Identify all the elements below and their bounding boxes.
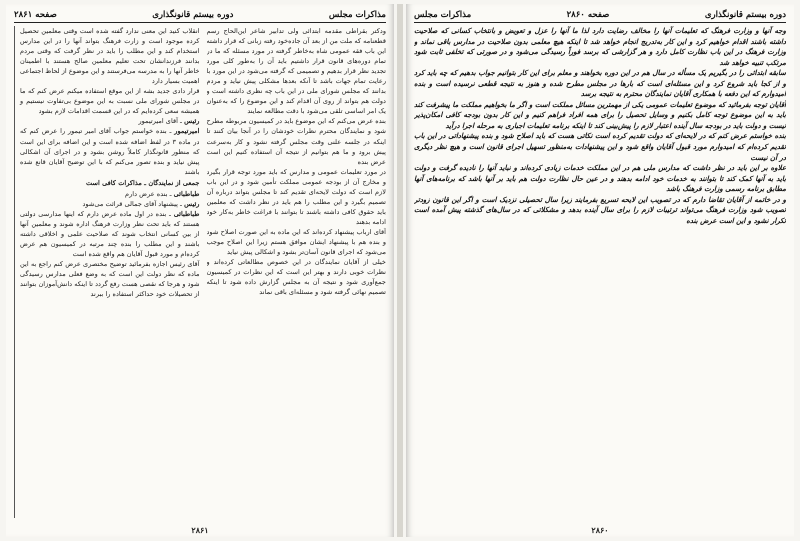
paragraph: آقای رئیس اجازه بفرمائید توضیح مختصری عرض کنم راجع به این ماده که نظر دولت این است که به وضع فعلی مدارس رسیدگی شود و هرجا که نقصی هست رفع گردد تا اینکه دانش‌آموزان بتوانند از تحصیلات خود حداکثر استفاده را ببرند [20, 260, 200, 299]
speaker-line: طباطبائی ـ بنده در اول ماده عرض دارم که اینها مدارسی دولتی هستند که باید تحت نظر وزارت فرهنگ اداره شوند و معلمین آنها از بین کسانی انتخاب شوند که صلاحیت علمی و اخلاقی داشته باشند و این مطلب را بنده چند مرتبه در کمیسیون هم عرض کرده‌ام و مورد قبول آقایان هم واقع شده است [20, 209, 200, 259]
right-header-page-number: صفحه ۲۸۶۰ [566, 10, 610, 20]
paragraph: خیلی از آقایان نمایندگان در این خصوص مطالعاتی کرده‌اند و نظرات خوبی دارند و بهتر این است که این نظرات در کمیسیون جمع‌آوری شود و نتیجه آن به مجلس گزارش داده شود تا اینکه تصمیم نهائی گرفته شود و مسئله‌ای باقی نماند [206, 258, 386, 297]
paragraph: انقلاب کنید این معنی ندارد گفته شده است وقتی معلمین تحصیل کرده موجود است و زارت فرهنگ بتواند آنها را در این مدارس استخدام کند و این مطلب را باید در نظر گرفت که وقتی مردم بدانند فرزندانشان تحت تعلیم معلمین صالح هستند با اطمینان خاطر آنها را به مدرسه می‌فرستند و این موضوع از لحاظ اجتماعی اهمیت بسیار دارد [20, 27, 200, 86]
speaker-name: رئیس [184, 117, 200, 126]
paragraph: علاوه بر این باید در نظر داشت که مدارس ملی هم در این مملکت خدمات زیادی کرده‌اند و نباید آنها را نادیده گرفت و دولت باید به آنها کمک کند تا بتوانند به خدمات خود ادامه بدهند و در عین حال نظارت دولت هم باید بر آنها باشد که برنامه‌های آنها مطابق برنامه رسمی وزارت فرهنگ باشد [414, 164, 786, 194]
paragraph: قرار دادی جدید بشه از این موقع استفاده میکنم عرض کنم که ما در مجلس شورای ملی نسبت به این موضوع بی‌تفاوت نیستیم و همیشه سعی کرده‌ایم که در این قسمت اقدامات لازم بشود [20, 87, 200, 116]
paragraph: در مورد تعلیمات عمومی و مدارس که باید مورد توجه قرار بگیرد و مخارج آن از بودجه عمومی مملکت تأمین شود و در این باب لازم است که دولت لایحه‌ای تقدیم کند تا مجلس بتواند درباره آن تصمیم بگیرد و این مطلب را هم باید در نظر داشت که معلمین باید حقوق کافی داشته باشند تا بتوانند با فراغت خاطر به‌کار خود ادامه بدهند [206, 167, 386, 226]
book-gutter [397, 4, 403, 537]
right-page-footer-number: ۲۸۶۰ [591, 525, 609, 535]
speaker-line: امیرتیمور ـ بنده خواستم جواب آقای امیر تیمور را عرض کنم که در ماده ۳ در لفظ اضافه شده است و این اضافه برای این است که منظور قانونگذار کاملاً روشن بشود و در اجرای آن اشکالی پیش نیاید و بنده تصور می‌کنم که با این توضیح آقایان قانع شده باشند [20, 127, 200, 176]
speaker-name: طباطبائی [173, 189, 200, 198]
left-page-left-column [14, 26, 200, 518]
speaker-name: رئیس [184, 199, 200, 208]
right-page [406, 4, 794, 537]
paragraph: سابقه ابتدائی را در بگیریم یک مسأله در سال هم در این دوره بخواهند و معلم برای این کار بتوانیم جواب بدهیم که چه باید کرد و از کجا باید شروع کرد و این مسئله‌ای است که بارها در مجلس مطرح شده و هنوز به نتیجه قطعی نرسیده است و بنده امیدوارم که این دفعه با همکاری آقایان نمایندگان محترم به نتیجه برسد [414, 69, 786, 99]
right-header-session: دوره بیستم قانونگذاری [704, 10, 786, 20]
left-page-right-column [207, 26, 387, 518]
left-page-columns [14, 26, 386, 518]
paragraph: آقای ارباب پیشنهاد کرده‌اند که این ماده به این صورت اصلاح شود و بنده هم با پیشنهاد ایشان موافق هستم زیرا این اصلاح موجب می‌شود که اجرای قانون آسان‌تر بشود و اشکالی پیش نیاید [206, 227, 386, 257]
speaker-name: جمعی از نمایندگان [148, 178, 200, 187]
left-header-session: دوره بیستم قانونگذاری [152, 10, 234, 20]
paragraph: وجه آنها و وزارت فرهنگ که تعلیمات آنها را مخالف رضایت دارد لذا ما آنها را عزل و تعویض و بانتخاب کسانی که صلاحیت داشته باشند اقدام خواهیم کرد و این کار به‌تدریج انجام خواهد شد تا اینکه هیچ معلمی بدون صلاحیت در مدارس باقی نماند و وزارت فرهنگ در این باب نظارت کامل دارد و هر گزارشی که برسد فوراً رسیدگی می‌شود و در صورتی که تخلفی ثابت شود مرتکب تنبیه خواهد شد [414, 27, 786, 67]
paragraph: بنده خواستم عرض کنم که در لایحه‌ای که دولت تقدیم کرده است نکاتی هست که باید اصلاح شود و بنده پیشنهاداتی در این باب تقدیم کرده‌ام که امیدوارم مورد قبول آقایان واقع شود و این پیشنهادات به‌منظور تسهیل اجرای قانون است و هیچ نظر دیگری در آن نیست [414, 132, 786, 162]
left-page [6, 4, 394, 537]
left-header-journal-title: مذاکرات مجلس [328, 10, 386, 20]
speaker-name: امیرتیمور [174, 127, 200, 136]
paragraph: و در خاتمه از آقایان تقاضا دارم که در تصویب این لایحه تسریع بفرمایند زیرا سال تحصیلی نزدیک است و اگر این قانون زودتر تصویب شود وزارت فرهنگ می‌تواند ترتیبات لازم را برای سال آینده بدهد و مشکلاتی که در سال‌های گذشته پیش آمده است تکرار نشود و این است عرض بنده [414, 195, 786, 225]
right-page-body [414, 26, 786, 518]
speaker-line: جمعی از نمایندگان ـ مذاکرات کافی است [85, 178, 200, 187]
paragraph: ودکتر بقراطی مقدمه ابتدائی ولی تدابیر شاعر این‌الحاج رسم قطعنامه که ملت من از بعد آن جاده‌خود رفته زبانی که قرار داشته این باب فقه عمومی شاه به‌خاطر گرفته در مورد مسئله که ما در تمام دوره‌های قانون قرار داشتیم باید آن را به‌طور کلی مورد تجدید نظر قرار بدهیم و تصمیمی که گرفته می‌شود در این مورد با رعایت تمام جهات باشد تا آنکه بعدها مشکلی پیش نیاید و مردم بدانند که مجلس شورای ملی در این باب چه نظری داشته است و دولت هم بتواند از روی آن اقدام کند و این موضوع را که به‌عنوان یک امر اساسی تلقی می‌شود با دقت مطالعه نمایند [206, 27, 386, 116]
paragraph: بنده عرض می‌کنم که این موضوع باید در کمیسیون مربوطه مطرح شود و نمایندگان محترم نظرات خودشان را در آنجا بیان کنند تا اینکه در جلسه علنی وقت مجلس گرفته نشود و کار به‌سرعت پیش برود و ما هم بتوانیم از نتیجه آن استفاده کنیم این است عرض بنده [206, 117, 386, 166]
right-header-journal-title: مذاکرات مجلس [414, 10, 472, 20]
speaker-line: رئیس ـ آقای امیرتیمور [138, 117, 200, 126]
paragraph: آقایان توجه بفرمائید که موضوع تعلیمات عمومی یکی از مهمترین مسائل مملکت است و اگر ما بخواهیم مملکت ما پیشرفت کند باید به این موضوع توجه کامل بکنیم و وسایل تحصیل را برای همه افراد فراهم کنیم و این کار بدون بودجه کافی امکان‌پذیر نیست و دولت باید در بودجه سال آینده اعتبار لازم را پیش‌بینی کند تا اینکه برنامه تعلیمات اجباری به مرحله اجرا درآید [414, 100, 786, 130]
left-page-footer-number: ۲۸۶۱ [191, 525, 209, 535]
speaker-name: طباطبائی [173, 209, 200, 218]
right-page-header [414, 10, 786, 23]
speaker-line: طباطبائی ـ بنده عرض دارم [125, 189, 200, 198]
speaker-line: رئیس ـ پیشنهاد آقای جمالی قرائت می‌شود [82, 199, 200, 208]
left-header-page-number: صفحه ۲۸۶۱ [14, 10, 57, 20]
left-page-header [14, 10, 386, 23]
